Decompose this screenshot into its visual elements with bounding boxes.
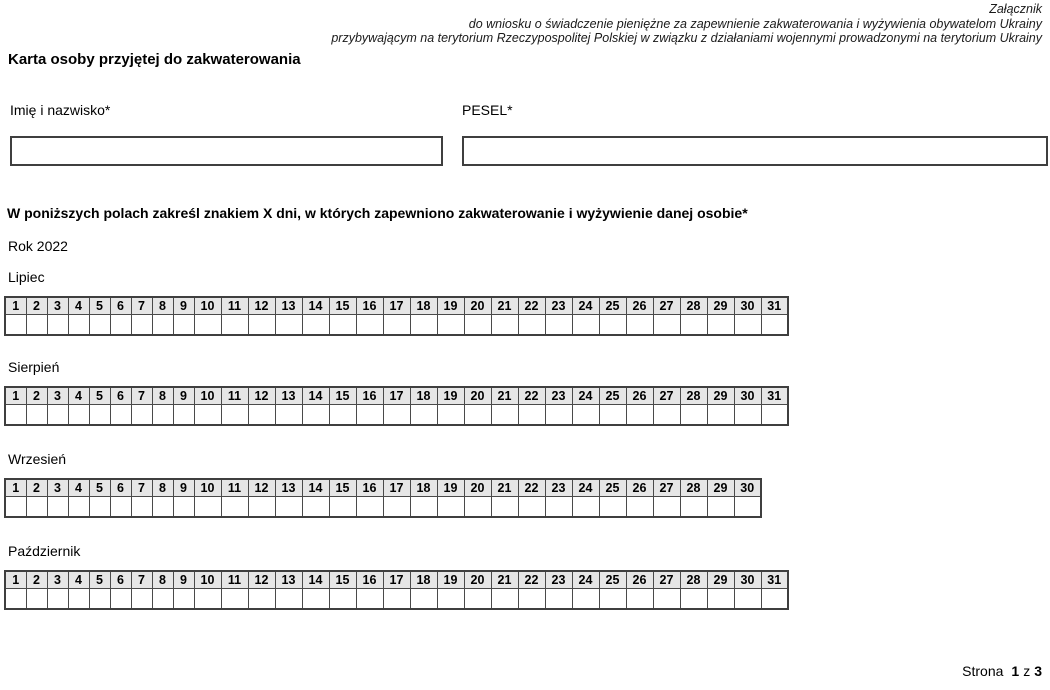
day-mark-cell[interactable]	[518, 405, 545, 425]
day-mark-cell[interactable]	[248, 497, 275, 517]
day-mark-cell[interactable]	[5, 405, 26, 425]
pesel-field-label: PESEL*	[462, 102, 513, 118]
month-section	[4, 359, 789, 426]
month-section	[4, 543, 789, 610]
day-mark-cell[interactable]	[383, 497, 410, 517]
day-number-cell: 28	[680, 297, 707, 315]
day-number-cell: 6	[110, 571, 131, 589]
calendar-table	[4, 296, 789, 336]
day-mark-cell[interactable]	[599, 589, 626, 609]
page-number-separator: z	[1023, 663, 1031, 679]
day-number-cell: 1	[5, 479, 26, 497]
day-mark-cell[interactable]	[68, 315, 89, 335]
day-mark-cell[interactable]	[464, 315, 491, 335]
day-mark-cell[interactable]	[173, 589, 194, 609]
day-mark-cell[interactable]	[194, 497, 221, 517]
day-mark-row	[5, 405, 788, 425]
day-mark-cell[interactable]	[518, 497, 545, 517]
day-number-cell: 22	[518, 297, 545, 315]
day-mark-cell[interactable]	[491, 589, 518, 609]
day-mark-cell[interactable]	[437, 315, 464, 335]
day-number-cell: 30	[734, 297, 761, 315]
day-number-cell: 1	[5, 297, 26, 315]
day-number-cell: 16	[356, 571, 383, 589]
day-number-cell: 7	[131, 387, 152, 405]
day-mark-cell[interactable]	[356, 497, 383, 517]
day-number-cell: 2	[26, 479, 47, 497]
day-mark-cell[interactable]	[680, 315, 707, 335]
month-label: Sierpień	[8, 359, 60, 375]
day-number-cell: 25	[599, 479, 626, 497]
day-mark-cell[interactable]	[47, 589, 68, 609]
day-mark-cell[interactable]	[572, 497, 599, 517]
day-mark-cell[interactable]	[152, 315, 173, 335]
day-number-cell: 29	[707, 297, 734, 315]
day-number-cell: 12	[248, 571, 275, 589]
name-field-label: Imię i nazwisko*	[10, 102, 111, 118]
day-mark-cell[interactable]	[89, 497, 110, 517]
day-mark-cell[interactable]	[47, 497, 68, 517]
day-mark-cell[interactable]	[47, 405, 68, 425]
page-footer	[962, 663, 1042, 679]
day-mark-cell[interactable]	[545, 315, 572, 335]
day-number-cell: 9	[173, 387, 194, 405]
day-number-cell: 9	[173, 297, 194, 315]
day-number-cell: 24	[572, 387, 599, 405]
day-number-cell: 24	[572, 297, 599, 315]
day-number-cell: 3	[47, 297, 68, 315]
day-number-cell: 31	[761, 297, 788, 315]
day-mark-cell[interactable]	[275, 315, 302, 335]
day-number-cell: 6	[110, 387, 131, 405]
day-mark-cell[interactable]	[275, 589, 302, 609]
day-number-cell: 22	[518, 387, 545, 405]
day-number-cell: 4	[68, 479, 89, 497]
day-mark-cell[interactable]	[68, 405, 89, 425]
day-number-cell: 12	[248, 297, 275, 315]
day-number-cell: 9	[173, 479, 194, 497]
day-number-cell: 12	[248, 387, 275, 405]
day-mark-cell[interactable]	[131, 315, 152, 335]
day-mark-cell[interactable]	[626, 315, 653, 335]
name-input[interactable]	[10, 136, 443, 166]
day-number-cell: 7	[131, 571, 152, 589]
day-mark-cell[interactable]	[68, 589, 89, 609]
day-number-cell: 4	[68, 387, 89, 405]
day-mark-cell[interactable]	[248, 405, 275, 425]
day-mark-cell[interactable]	[383, 405, 410, 425]
day-mark-cell[interactable]	[491, 405, 518, 425]
day-mark-cell[interactable]	[707, 315, 734, 335]
day-number-cell: 30	[734, 571, 761, 589]
day-number-cell: 7	[131, 297, 152, 315]
day-mark-row	[5, 589, 788, 609]
day-mark-cell[interactable]	[626, 497, 653, 517]
month-label: Wrzesień	[8, 451, 67, 467]
day-mark-cell[interactable]	[47, 315, 68, 335]
day-mark-cell[interactable]	[626, 405, 653, 425]
day-number-cell: 25	[599, 387, 626, 405]
year-label: Rok 2022	[8, 238, 68, 254]
day-mark-cell[interactable]	[302, 589, 329, 609]
day-mark-cell[interactable]	[89, 405, 110, 425]
day-number-cell: 10	[194, 571, 221, 589]
day-number-cell: 16	[356, 387, 383, 405]
day-mark-cell[interactable]	[707, 405, 734, 425]
day-number-cell: 21	[491, 479, 518, 497]
day-mark-cell[interactable]	[248, 315, 275, 335]
day-mark-cell[interactable]	[464, 589, 491, 609]
day-mark-cell[interactable]	[761, 405, 788, 425]
day-number-cell: 29	[707, 387, 734, 405]
day-mark-cell[interactable]	[68, 497, 89, 517]
day-number-cell: 26	[626, 571, 653, 589]
day-mark-cell[interactable]	[89, 589, 110, 609]
day-mark-cell[interactable]	[572, 405, 599, 425]
day-number-cell: 13	[275, 571, 302, 589]
day-mark-cell[interactable]	[302, 497, 329, 517]
day-number-cell: 12	[248, 479, 275, 497]
day-mark-cell[interactable]	[221, 315, 248, 335]
day-number-cell: 19	[437, 571, 464, 589]
day-mark-cell[interactable]	[173, 315, 194, 335]
day-mark-cell[interactable]	[410, 405, 437, 425]
day-number-cell: 28	[680, 479, 707, 497]
day-number-cell: 17	[383, 479, 410, 497]
day-mark-cell[interactable]	[545, 405, 572, 425]
day-mark-cell[interactable]	[680, 405, 707, 425]
page-number-total: 3	[1034, 663, 1042, 679]
day-number-cell: 31	[761, 387, 788, 405]
day-number-cell: 20	[464, 387, 491, 405]
day-mark-cell[interactable]	[383, 589, 410, 609]
day-number-cell: 15	[329, 297, 356, 315]
day-mark-cell[interactable]	[194, 405, 221, 425]
day-number-cell: 30	[734, 479, 761, 497]
day-number-cell: 6	[110, 479, 131, 497]
day-mark-cell[interactable]	[653, 315, 680, 335]
day-mark-cell[interactable]	[110, 405, 131, 425]
day-mark-cell[interactable]	[734, 405, 761, 425]
day-number-cell: 21	[491, 387, 518, 405]
calendar-table	[4, 478, 762, 518]
day-number-cell: 24	[572, 479, 599, 497]
day-number-cell: 20	[464, 479, 491, 497]
month-section	[4, 451, 762, 518]
day-mark-cell[interactable]	[221, 497, 248, 517]
day-number-cell: 5	[89, 479, 110, 497]
day-mark-cell[interactable]	[152, 497, 173, 517]
day-number-cell: 27	[653, 571, 680, 589]
day-mark-cell[interactable]	[329, 497, 356, 517]
day-mark-cell[interactable]	[173, 497, 194, 517]
day-mark-cell[interactable]	[572, 589, 599, 609]
day-number-cell: 19	[437, 479, 464, 497]
day-number-cell: 20	[464, 571, 491, 589]
day-number-cell: 19	[437, 297, 464, 315]
day-number-cell: 8	[152, 297, 173, 315]
day-mark-cell[interactable]	[5, 497, 26, 517]
day-mark-cell[interactable]	[26, 497, 47, 517]
day-mark-cell[interactable]	[761, 315, 788, 335]
day-number-cell: 13	[275, 297, 302, 315]
day-number-cell: 18	[410, 297, 437, 315]
instruction-text: W poniższych polach zakreśl znakiem X dni, w których zapewniono zakwaterowanie i wyżywienie danej osobie*	[7, 205, 748, 221]
calendar-table	[4, 386, 789, 426]
day-mark-cell[interactable]	[194, 589, 221, 609]
day-mark-cell[interactable]	[653, 589, 680, 609]
day-mark-cell[interactable]	[194, 315, 221, 335]
day-mark-cell[interactable]	[302, 315, 329, 335]
day-mark-cell[interactable]	[761, 589, 788, 609]
day-mark-cell[interactable]	[410, 497, 437, 517]
day-mark-cell[interactable]	[653, 405, 680, 425]
day-number-cell: 31	[761, 571, 788, 589]
day-number-cell: 4	[68, 571, 89, 589]
day-number-cell: 18	[410, 479, 437, 497]
day-mark-cell[interactable]	[518, 315, 545, 335]
day-mark-cell[interactable]	[26, 589, 47, 609]
day-mark-cell[interactable]	[599, 497, 626, 517]
day-mark-cell[interactable]	[110, 589, 131, 609]
day-mark-cell[interactable]	[131, 405, 152, 425]
page-title: Karta osoby przyjętej do zakwaterowania	[8, 51, 301, 68]
day-mark-cell[interactable]	[356, 589, 383, 609]
day-mark-cell[interactable]	[26, 405, 47, 425]
day-mark-cell[interactable]	[491, 497, 518, 517]
day-number-row	[5, 387, 788, 405]
day-mark-cell[interactable]	[152, 589, 173, 609]
day-number-cell: 11	[221, 297, 248, 315]
day-number-cell: 23	[545, 571, 572, 589]
day-mark-cell[interactable]	[329, 315, 356, 335]
day-mark-cell[interactable]	[734, 497, 761, 517]
day-number-cell: 24	[572, 571, 599, 589]
day-mark-cell[interactable]	[707, 589, 734, 609]
day-mark-cell[interactable]	[437, 497, 464, 517]
day-mark-row	[5, 497, 761, 517]
day-mark-row	[5, 315, 788, 335]
day-mark-cell[interactable]	[221, 589, 248, 609]
day-number-cell: 19	[437, 387, 464, 405]
day-number-row	[5, 571, 788, 589]
day-mark-cell[interactable]	[383, 315, 410, 335]
day-mark-cell[interactable]	[248, 589, 275, 609]
day-mark-cell[interactable]	[599, 405, 626, 425]
day-mark-cell[interactable]	[89, 315, 110, 335]
month-section	[4, 269, 789, 336]
day-number-cell: 23	[545, 479, 572, 497]
day-number-cell: 3	[47, 479, 68, 497]
day-number-cell: 1	[5, 387, 26, 405]
day-mark-cell[interactable]	[437, 405, 464, 425]
page-number-current: 1	[1011, 663, 1020, 679]
day-mark-cell[interactable]	[464, 497, 491, 517]
day-number-cell: 27	[653, 297, 680, 315]
day-mark-cell[interactable]	[275, 405, 302, 425]
day-number-cell: 16	[356, 297, 383, 315]
day-number-cell: 4	[68, 297, 89, 315]
day-number-cell: 18	[410, 571, 437, 589]
day-number-cell: 22	[518, 571, 545, 589]
day-mark-cell[interactable]	[302, 405, 329, 425]
attachment-note	[331, 2, 1042, 46]
day-number-cell: 23	[545, 297, 572, 315]
day-number-row	[5, 297, 788, 315]
day-number-cell: 28	[680, 571, 707, 589]
day-mark-cell[interactable]	[680, 589, 707, 609]
day-mark-cell[interactable]	[599, 315, 626, 335]
day-number-cell: 7	[131, 479, 152, 497]
day-number-cell: 15	[329, 387, 356, 405]
day-mark-cell[interactable]	[680, 497, 707, 517]
day-number-cell: 29	[707, 479, 734, 497]
day-number-cell: 3	[47, 387, 68, 405]
day-number-cell: 5	[89, 571, 110, 589]
day-number-cell: 17	[383, 297, 410, 315]
day-number-cell: 8	[152, 479, 173, 497]
day-number-cell: 3	[47, 571, 68, 589]
day-mark-cell[interactable]	[5, 315, 26, 335]
day-mark-cell[interactable]	[518, 589, 545, 609]
day-number-cell: 16	[356, 479, 383, 497]
calendar-table	[4, 570, 789, 610]
day-mark-cell[interactable]	[545, 497, 572, 517]
day-mark-cell[interactable]	[572, 315, 599, 335]
day-number-cell: 10	[194, 387, 221, 405]
day-number-cell: 11	[221, 571, 248, 589]
day-number-cell: 25	[599, 297, 626, 315]
day-mark-cell[interactable]	[707, 497, 734, 517]
day-mark-cell[interactable]	[221, 405, 248, 425]
day-number-cell: 26	[626, 387, 653, 405]
day-number-cell: 6	[110, 297, 131, 315]
day-mark-cell[interactable]	[464, 405, 491, 425]
day-number-cell: 5	[89, 297, 110, 315]
day-number-cell: 21	[491, 297, 518, 315]
day-number-cell: 27	[653, 387, 680, 405]
day-mark-cell[interactable]	[329, 405, 356, 425]
day-mark-cell[interactable]	[626, 589, 653, 609]
day-number-cell: 27	[653, 479, 680, 497]
day-mark-cell[interactable]	[410, 589, 437, 609]
day-number-cell: 10	[194, 479, 221, 497]
day-number-cell: 2	[26, 571, 47, 589]
day-number-cell: 28	[680, 387, 707, 405]
day-number-cell: 8	[152, 387, 173, 405]
day-number-cell: 11	[221, 479, 248, 497]
day-number-cell: 2	[26, 387, 47, 405]
day-mark-cell[interactable]	[173, 405, 194, 425]
day-number-cell: 8	[152, 571, 173, 589]
day-mark-cell[interactable]	[356, 405, 383, 425]
day-mark-cell[interactable]	[653, 497, 680, 517]
day-number-cell: 1	[5, 571, 26, 589]
day-number-cell: 20	[464, 297, 491, 315]
day-number-cell: 14	[302, 297, 329, 315]
day-number-cell: 2	[26, 297, 47, 315]
day-number-cell: 14	[302, 571, 329, 589]
day-number-cell: 5	[89, 387, 110, 405]
day-number-cell: 17	[383, 387, 410, 405]
day-mark-cell[interactable]	[491, 315, 518, 335]
day-mark-cell[interactable]	[5, 589, 26, 609]
month-label: Lipiec	[8, 269, 45, 285]
day-number-cell: 14	[302, 479, 329, 497]
day-number-cell: 14	[302, 387, 329, 405]
day-mark-cell[interactable]	[110, 497, 131, 517]
attachment-note-line: Załącznik	[989, 2, 1042, 16]
day-mark-cell[interactable]	[26, 315, 47, 335]
day-mark-cell[interactable]	[356, 315, 383, 335]
pesel-input[interactable]	[462, 136, 1048, 166]
day-number-cell: 21	[491, 571, 518, 589]
day-number-cell: 22	[518, 479, 545, 497]
day-mark-cell[interactable]	[734, 589, 761, 609]
day-mark-cell[interactable]	[110, 315, 131, 335]
day-number-cell: 29	[707, 571, 734, 589]
attachment-note-line: do wniosku o świadczenie pieniężne za zapewnienie zakwaterowania i wyżywienia obywatelom Ukrainy	[468, 16, 1042, 31]
day-mark-cell[interactable]	[734, 315, 761, 335]
attachment-note-line: przybywającym na terytorium Rzeczypospolitej Polskiej w związku z działaniami wojennymi prowadzonymi na terytorium Ukrainy	[331, 31, 1042, 45]
day-number-row	[5, 479, 761, 497]
day-number-cell: 18	[410, 387, 437, 405]
day-number-cell: 13	[275, 479, 302, 497]
month-label: Październik	[8, 543, 81, 559]
day-mark-cell[interactable]	[152, 405, 173, 425]
day-number-cell: 15	[329, 479, 356, 497]
day-mark-cell[interactable]	[275, 497, 302, 517]
day-number-cell: 13	[275, 387, 302, 405]
day-number-cell: 15	[329, 571, 356, 589]
day-mark-cell[interactable]	[437, 589, 464, 609]
day-number-cell: 23	[545, 387, 572, 405]
day-number-cell: 10	[194, 297, 221, 315]
day-number-cell: 26	[626, 297, 653, 315]
day-number-cell: 17	[383, 571, 410, 589]
day-number-cell: 26	[626, 479, 653, 497]
day-mark-cell[interactable]	[545, 589, 572, 609]
day-mark-cell[interactable]	[410, 315, 437, 335]
day-number-cell: 9	[173, 571, 194, 589]
day-mark-cell[interactable]	[329, 589, 356, 609]
day-number-cell: 30	[734, 387, 761, 405]
day-number-cell: 11	[221, 387, 248, 405]
day-mark-cell[interactable]	[131, 589, 152, 609]
day-mark-cell[interactable]	[131, 497, 152, 517]
day-number-cell: 25	[599, 571, 626, 589]
page-number-label: Strona	[962, 663, 1004, 679]
